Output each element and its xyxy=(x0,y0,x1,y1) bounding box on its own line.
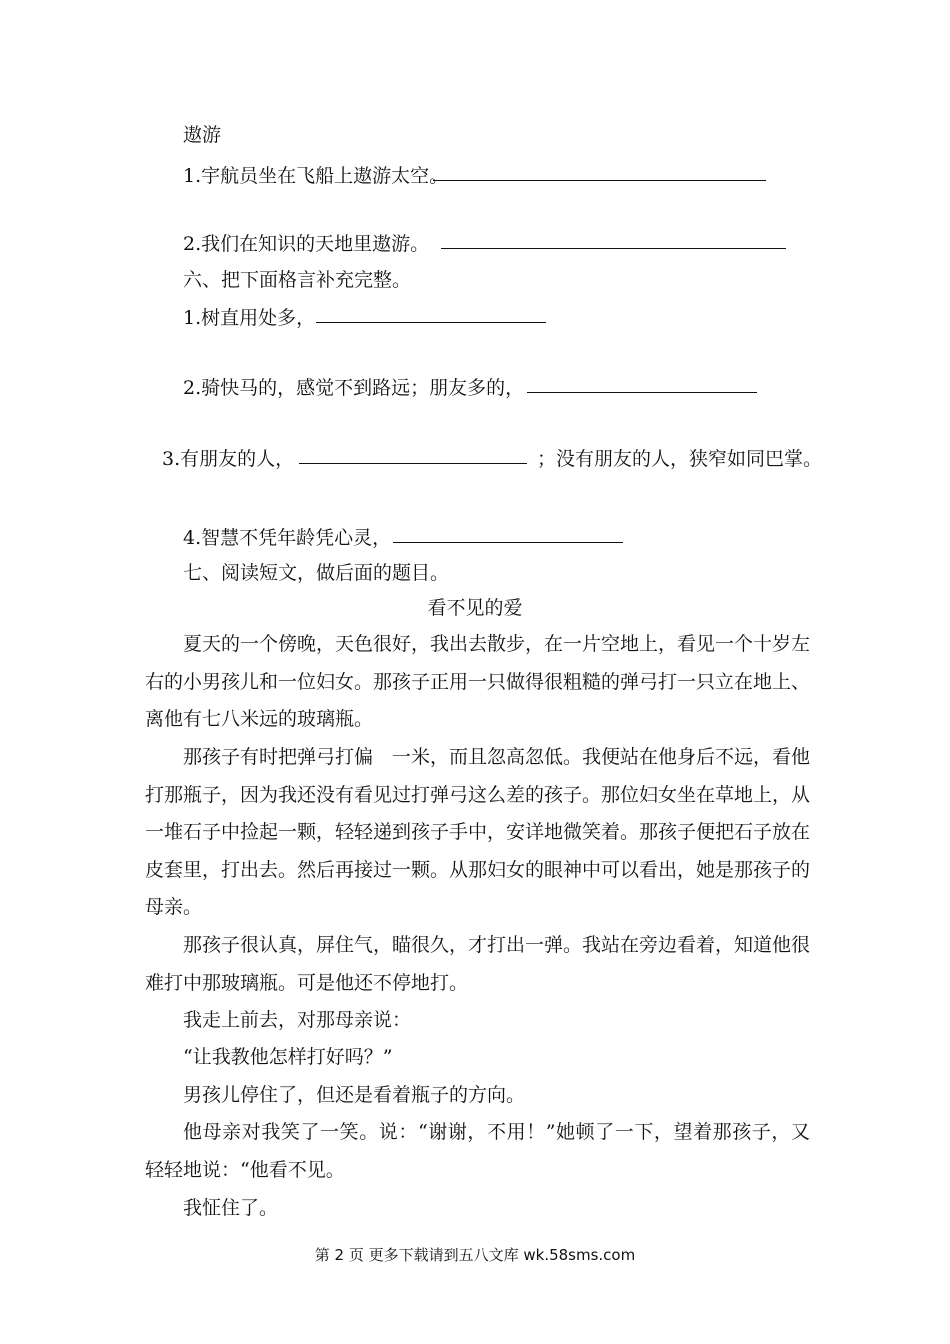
word-item-2-text: 2.我们在知识的天地里遨游。 xyxy=(183,233,430,255)
story-title: 看不见的爱 xyxy=(427,597,523,619)
section-7-title: 七、阅读短文，做后面的题目。 xyxy=(183,562,450,584)
page-footer: 第 2 页 更多下载请到五八文库 wk.58sms.com xyxy=(314,1246,636,1264)
story-paragraph: 我怔住了。 xyxy=(183,1197,279,1219)
word-item-1 xyxy=(183,164,448,188)
section-6-title: 六、把下面格言补充完整。 xyxy=(183,269,412,291)
story-paragraph: 那孩子很认真，屏住气，瞄很久，才打出一弹。我站在旁边看着，知道他很难打中那玻璃瓶。可是他还不停地打。 xyxy=(145,934,811,994)
story-paragraph: 那孩子有时把弹弓打偏 一米，而且忽高忽低。我便站在他身后不远，看他打那瓶子，因为我还没有看见过打弹弓这么差的孩子。那位妇女坐在草地上，从一堆石子中捡起一颗，轻轻递到孩子手中，安详地微笑着。那孩子便把石子放在皮套里，打出去。然后再接过一颗。从那妇女的眼神中可以看出，她是那孩子的母亲。 xyxy=(145,746,811,918)
story-paragraph: 夏天的一个傍晚，天色很好，我出去散步，在一片空地上，看见一个十岁左右的小男孩儿和一位妇女。那孩子正用一只做得很粗糙的弹弓打一只立在地上、离他有七八米远的玻璃瓶。 xyxy=(145,633,811,730)
proverb-3-prefix: 3.有朋友的人， xyxy=(162,448,295,470)
answer-blank[interactable] xyxy=(316,304,546,323)
proverb-3-suffix: ；没有朋友的人，狭窄如同巴掌。 xyxy=(537,448,823,470)
answer-blank[interactable] xyxy=(393,524,623,543)
story-paragraph: 他母亲对我笑了一笑。说：“谢谢，不用！”她顿了一下，望着那孩子，又轻轻地说：“他看不见。 xyxy=(145,1121,810,1181)
proverb-2: 2.骑快马的，感觉不到路远；朋友多的， xyxy=(183,377,525,399)
proverb-1: 1.树直用处多， xyxy=(183,307,316,329)
answer-blank[interactable] xyxy=(527,374,757,393)
answer-blank[interactable] xyxy=(433,162,766,181)
word-item-2 xyxy=(183,232,429,256)
story-paragraph: 男孩儿停住了，但还是看着瓶子的方向。 xyxy=(183,1084,526,1106)
word-heading: 遨游 xyxy=(183,124,222,146)
story-paragraph: “让我教他怎样打好吗？” xyxy=(183,1046,393,1068)
word-item-1-text: 1.宇航员坐在飞船上遨游太空。 xyxy=(183,165,449,187)
answer-blank[interactable] xyxy=(299,445,527,464)
answer-blank[interactable] xyxy=(441,230,786,249)
story-paragraph: 我走上前去，对那母亲说： xyxy=(183,1009,412,1031)
proverb-4: 4.智慧不凭年龄凭心灵， xyxy=(183,527,392,549)
